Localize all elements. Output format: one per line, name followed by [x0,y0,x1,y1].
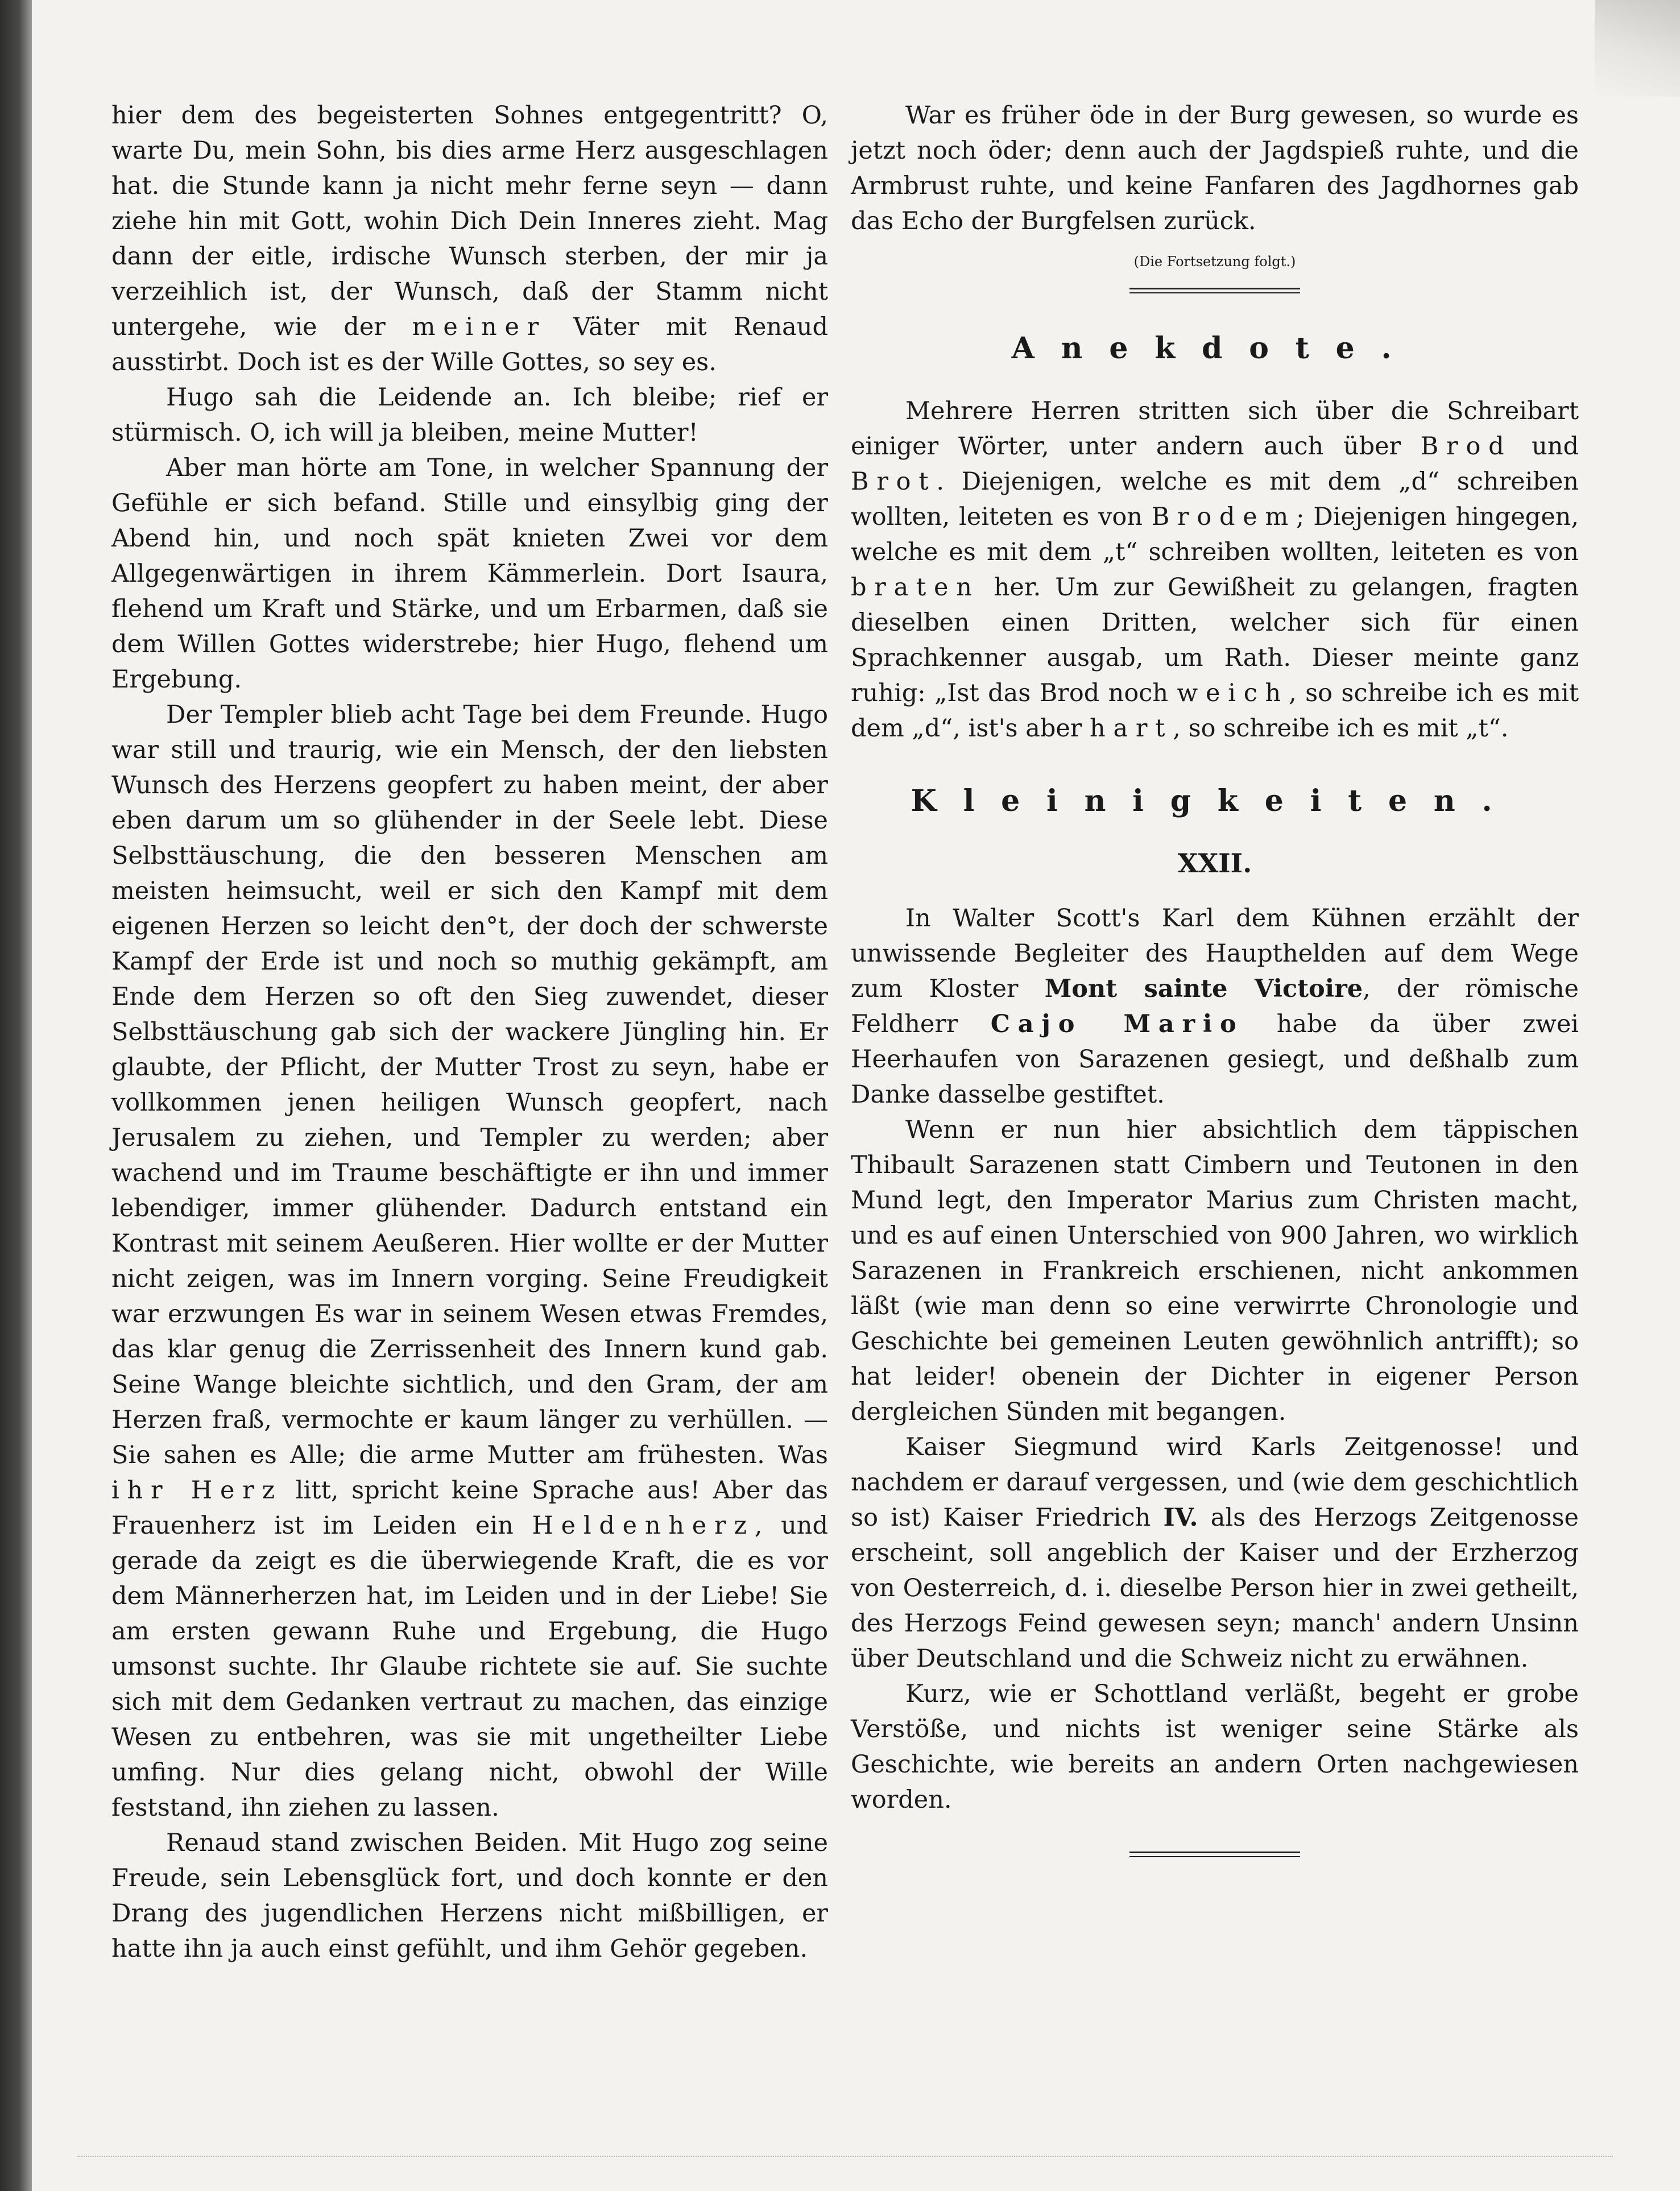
story-paragraph: hier dem des begeisterten Sohnes entgegentritt? O, warte Du, mein Sohn, bis dies arme Herz ausgeschlagen hat. die Stunde kann ja nicht mehr ferne seyn — dann ziehe hin mit Gott, wohin Dich Dein Inneres zieht. Mag dann der eitle, irdische Wunsch sterben, der mir ja verzeihlich ist, der Wunsch, daß der Stamm nicht untergehe, wie der meiner Väter mit Renaud ausstirbt. Doch ist es der Wille Gottes, so sey es. [111,101,829,376]
story-paragraph: Aber man hörte am Tone, in welcher Spannung der Gefühle er sich befand. Stille und einsylbig ging der Abend hin, und noch spät knieten Zwei vor dem Allgegenwärtigen in ihrem Kämmerlein. Dort Isaura, flehend um Kraft und Stärke, und um Erbarmen, daß sie dem Willen Gottes widerstrebe; hier Hugo, flehend um Ergebung. [111,454,828,694]
kleinigkeiten-paragraph: In Walter Scott's Karl dem Kühnen erzählt der unwissende Begleiter des Haupthelden auf dem Wege zum Kloster Mont sainte Victoire, der römische Feldherr Cajo Mario habe da über zwei Heerhaufen von Sarazenen gesiegt, und deßhalb zum Danke dasselbe gestiftet. [851,904,1579,1109]
spaced-emphasis: Brod [1420,432,1512,461]
section-number: XXII. [1177,848,1252,879]
spaced-emphasis: braten [851,573,980,602]
spaced-emphasis: Brot [851,467,937,496]
spaced-emphasis: hart [1090,714,1173,743]
kleinigkeiten-paragraph: Kurz, wie er Schottland verläßt, begeht er grobe Verstöße, und nichts ist weniger seine Stärke als Geschichte, wie bereits an andern Orten nachgewiesen worden. [851,1680,1579,1814]
spaced-emphasis: meiner [412,313,547,341]
page-binding-edge [0,0,32,2191]
anekdote-paragraph: Mehrere Herren stritten sich über die Schreibart einiger Wörter, unter andern auch über Brod und Brot. Diejenigen, welche es mit dem „d“ schreiben wollten, leiteten es von Brodem; Diejenigen hingegen, welche es mit dem „t“ schreiben wollten, leiteten es von braten her. Um zur Gewißheit zu gelangen, fragten dieselben einen Dritten, welcher sich für einen Sprachkenner ausgab, um Rath. Dieser meinte ganz ruhig: „Ist das Brod noch weich, so schreibe ich es mit dem „d“, ist's aber hart, so schreibe ich es mit „t“. [851,397,1579,743]
kleinigkeiten-paragraph: Wenn er nun hier absichtlich dem täppischen Thibault Sarazenen statt Cimbern und Teutonen in den Mund legt, den Imperator Marius zum Christen macht, und es auf einen Unterschied von 900 Jahren, wo wirklich Sarazenen in Frankreich erschienen, nicht ankommen läßt (wie man denn so eine verwirrte Chronologie und Geschichte bei gemeinen Leuten gewöhnlich antrifft); so hat leider! obenein der Dichter in eigener Person dergleichen Sünden mit begangen. [851,1116,1579,1426]
anekdote-heading: Anekdote. [1011,331,1418,366]
kleinigkeiten-heading: Kleinigkeiten. [911,784,1519,818]
spaced-emphasis: Brodem [1151,503,1297,531]
story-paragraph: Der Templer blieb acht Tage bei dem Freunde. Hugo war still und traurig, wie ein Mensch, der den liebsten Wunsch des Herzens geopfert zu haben meint, der aber eben darum um so glühender in der Seele lebt. Diese Selbsttäuschung, die den besseren Menschen am meisten heimsucht, weil er sich den Kampf mit dem eigenen Herzen so leicht den°t, der doch der schwerste Kampf der Erde ist und noch so muthig gekämpft, am Ende dem Herzen so oft den Sieg zuwendet, dieser Selbsttäuschung gab sich der wackere Jüngling hin. Er glaubte, der Pflicht, der Mutter Trost zu seyn, habe er vollkommen jenen heiligen Wunsch geopfert, nach Jerusalem zu ziehen, und Templer zu werden; aber wachend und im Traume beschäftigte er ihn und immer lebendiger, immer glühender. Dadurch entstand ein Kontrast mit seinem Aeußeren. Hier wollte er der Mutter nicht zeigen, was im Innern vorging. Seine Freudigkeit war erzwungen Es war in seinem Wesen etwas Fremdes, das klar genug die Zerrissenheit des Innern kund gab. Seine Wange bleichte sichtlich, und den Gram, der am Herzen fraß, vermochte er kaum länger zu verhüllen. — Sie sahen es Alle; die arme Mutter am frühesten. Was ihr Herz litt, spricht keine Sprache aus! Aber das Frauenherz ist im Leiden ein Heldenherz, und gerade da zeigt es die überwiegende Kraft, die es vor dem Männerherzen hat, im Leiden und in der Liebe! Sie am ersten gewann Ruhe und Ergebung, die Hugo umsonst suchte. Ihr Glaube richtete sie auf. Sie suchte sich mit dem Gedanken vertraut zu machen, das einzige Wesen zu entbehren, was sie mit ungetheilter Liebe umfing. Nur dies gelang nicht, obwohl der Wille feststand, ihn ziehen zu lassen. [111,701,829,1822]
page-corner-fold [1595,0,1680,97]
section-divider [1129,288,1300,293]
right-column [851,98,1579,1857]
kleinigkeiten-paragraph: Kaiser Siegmund wird Karls Zeitgenosse! und nachdem er darauf vergessen, und (wie dem geschichtlich so ist) Kaiser Friedrich IV. als des Herzogs Zeitgenosse erscheint, soll angeblich der Kaiser und der Erzherzog von Oesterreich, d. i. dieselbe Person hier in zwei getheilt, des Herzogs Feind gewesen seyn; manch' andern Unsinn über Deutschland und die Schweiz nicht zu erwähnen. [851,1433,1579,1673]
bold-person-name: Cajo Mario [990,1010,1244,1038]
spaced-emphasis: ihr Herz [111,1476,283,1505]
page-bottom-edge [77,2156,1613,2167]
bold-place-name: Mont sainte Victoire [1044,975,1363,1003]
section-divider [1129,1852,1300,1857]
story-paragraph-end: War es früher öde in der Burg gewesen, so wurde es jetzt noch öder; denn auch der Jagdspieß ruhte, und die Armbrust ruhte, und keine Fanfaren des Jagdhornes gab das Echo der Burgfelsen zurück. [851,101,1579,235]
story-paragraph: Hugo sah die Leidende an. Ich bleibe; rief er stürmisch. O, ich will ja bleiben, meine Mutter! [111,383,828,447]
newspaper-page [32,0,1680,2191]
left-column [111,98,828,1966]
story-paragraph: Renaud stand zwischen Beiden. Mit Hugo zog seine Freude, sein Lebensglück fort, und doch konnte er den Drang des jugendlichen Herzens nicht mißbilligen, er hatte ihn ja auch einst gefühlt, und ihm Gehör gegeben. [111,1829,828,1963]
spaced-emphasis: weich [1177,679,1289,707]
spaced-emphasis: Heldenherz [532,1511,755,1540]
bold-numeral: IV. [1163,1504,1198,1532]
continuation-note: (Die Fortsetzung folgt.) [1133,254,1296,270]
